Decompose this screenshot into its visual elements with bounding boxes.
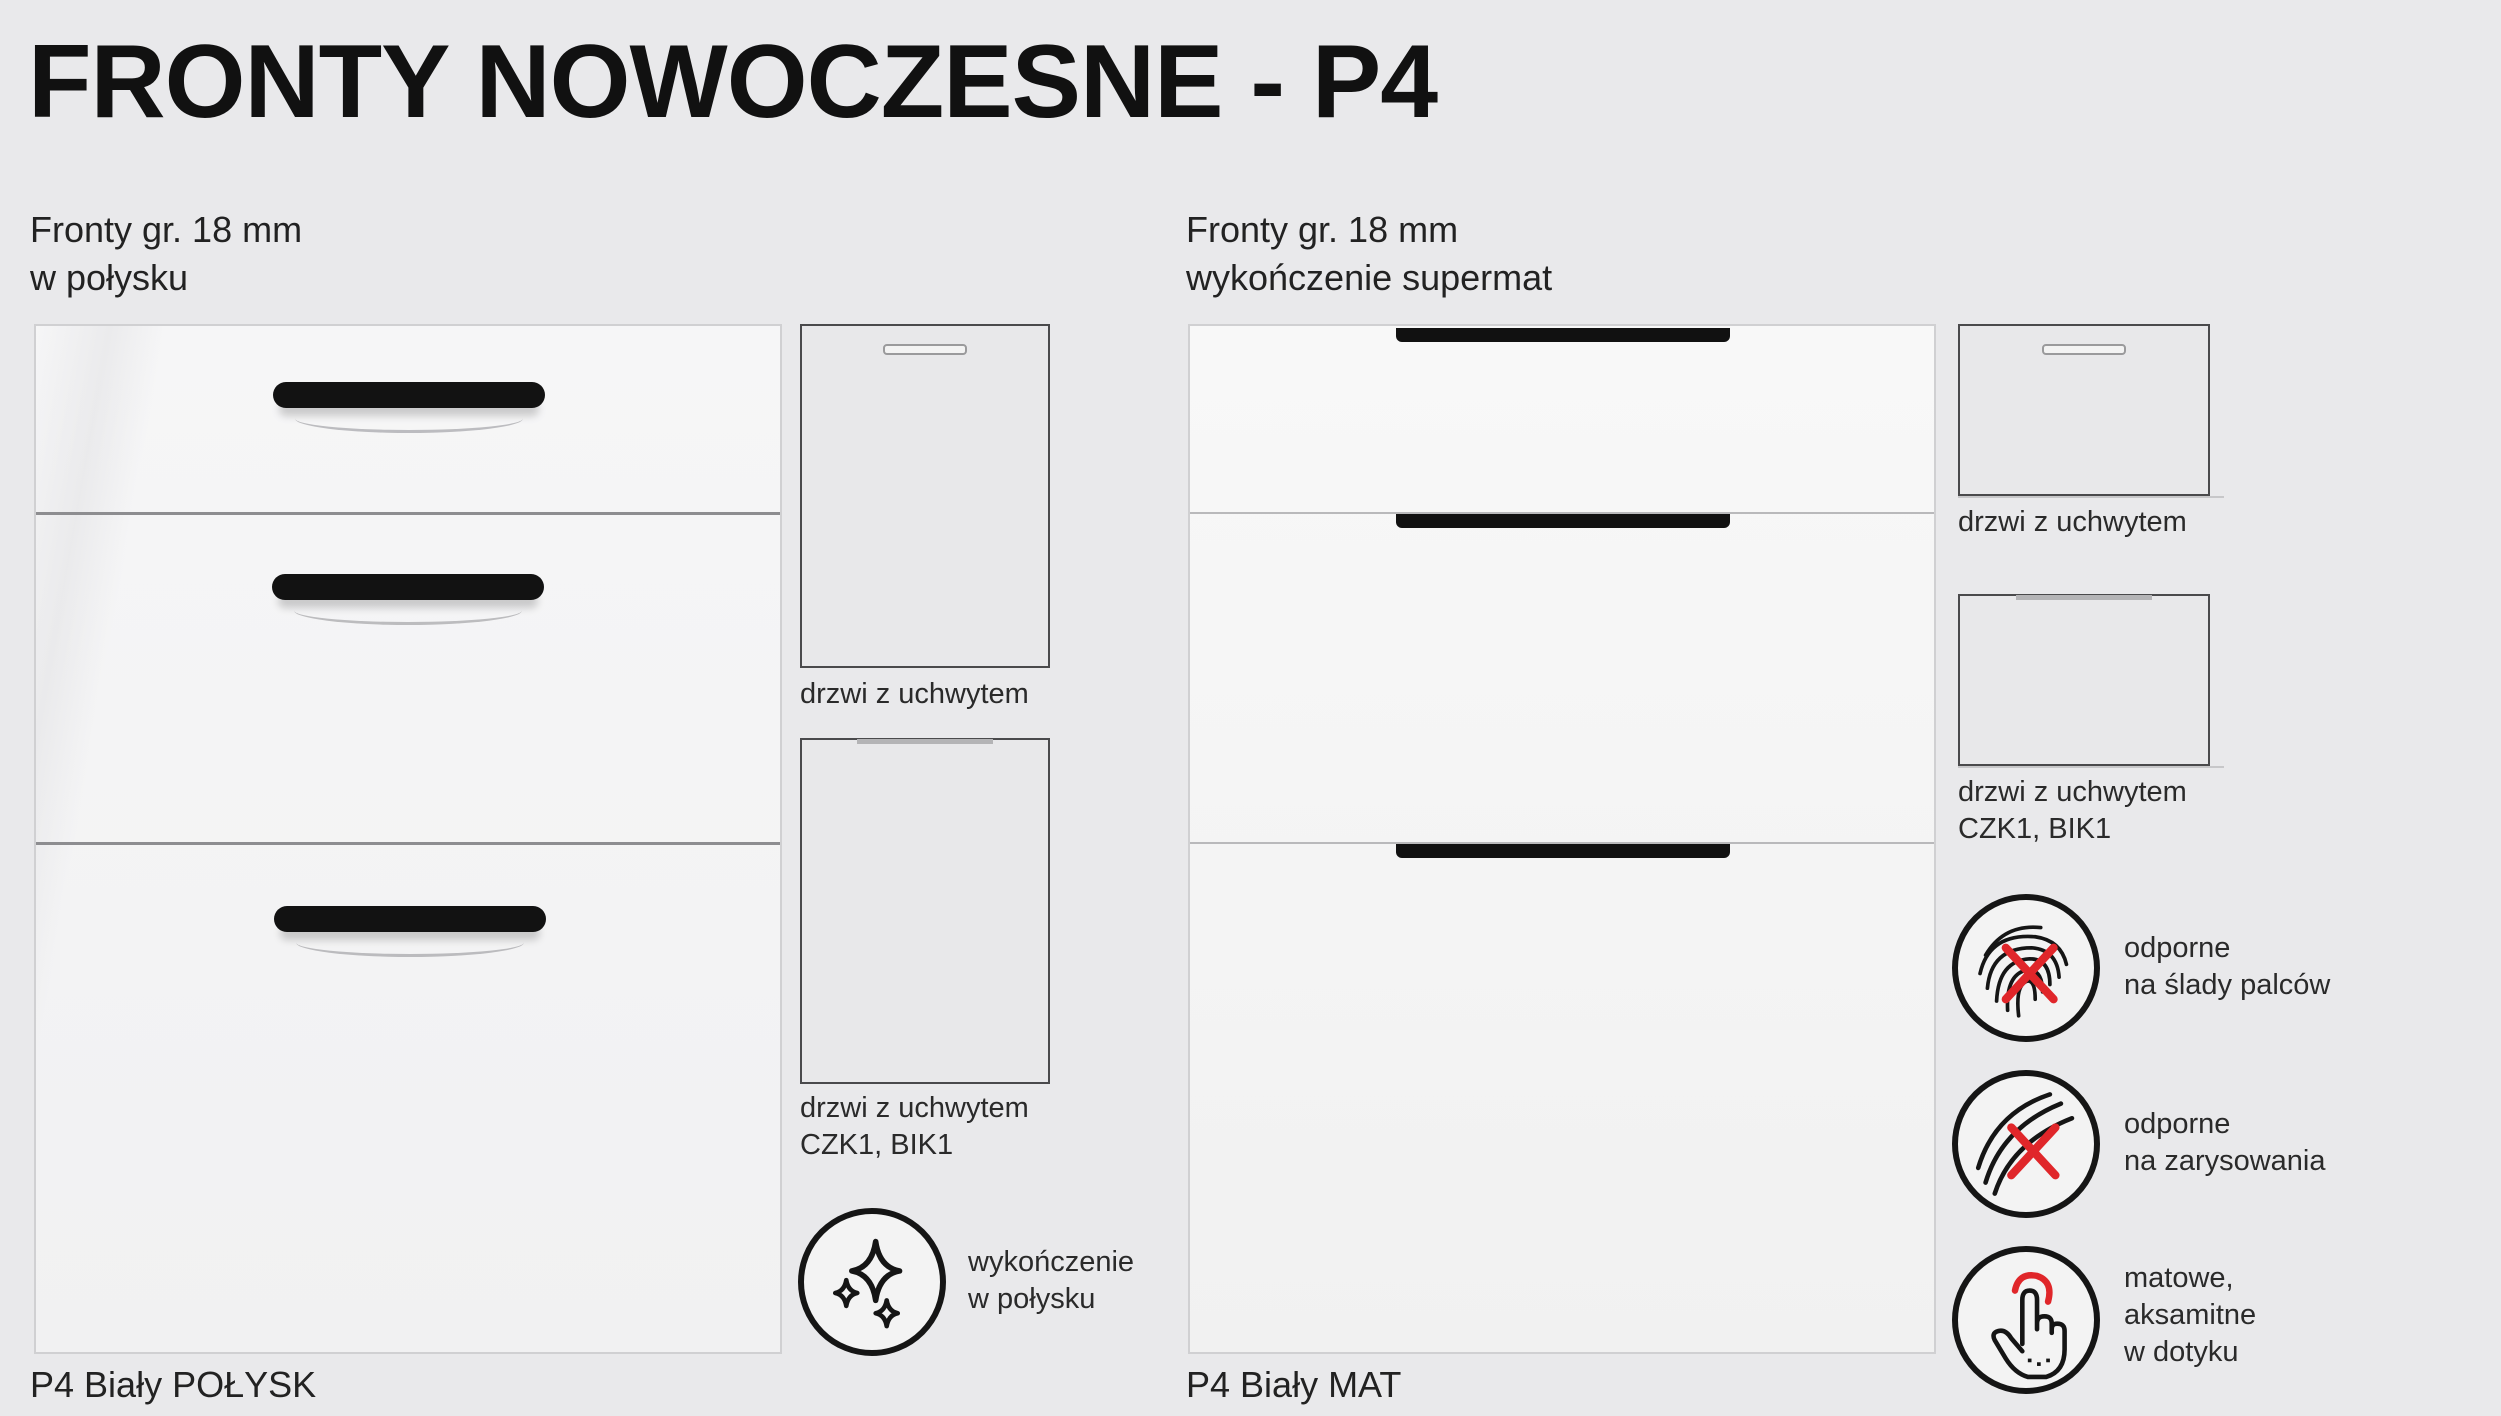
touch-feature-line2: aksamitne	[2124, 1299, 2257, 1331]
flat-handle	[1396, 328, 1730, 342]
gloss-door-groove	[800, 738, 1050, 1084]
page-title: FRONTY NOWOCZESNE - P4	[28, 24, 1438, 140]
door-underline	[1958, 496, 2224, 498]
sparkle-icon	[798, 1208, 946, 1356]
touch-feature-label	[2124, 1260, 2256, 1371]
scratch-icon	[1952, 1070, 2100, 1218]
bow-handle	[273, 382, 545, 408]
gloss-door2-label-line1: drzwi z uchwytem	[800, 1092, 1029, 1124]
scratch-feature-line2: na zarysowania	[2124, 1145, 2326, 1177]
gloss-subtitle-line2: w połysku	[30, 257, 189, 298]
drawer-seam	[36, 512, 780, 515]
drawer-seam	[36, 842, 780, 845]
gloss-door2-label-line2: CZK1, BIK1	[800, 1129, 954, 1161]
gloss-subtitle	[30, 206, 302, 302]
flat-handle	[1396, 514, 1730, 528]
fingerprint-feature-label	[2124, 930, 2330, 1004]
scratch-feature-line1: odporne	[2124, 1108, 2231, 1140]
door-groove	[2016, 595, 2152, 600]
gloss-feature-line2: w połysku	[968, 1283, 1096, 1315]
scratch-feature-label	[2124, 1106, 2326, 1180]
mat-product-name: P4 Biały MAT	[1186, 1364, 1402, 1405]
mat-door-groove	[1958, 594, 2210, 766]
door-handle	[883, 344, 967, 355]
gloss-subtitle-line1: Fronty gr. 18 mm	[30, 209, 303, 250]
touch-feature-line3: w dotyku	[2124, 1336, 2239, 1368]
mat-subtitle-line2: wykończenie supermat	[1186, 257, 1553, 298]
mat-door2-label-line1: drzwi z uchwytem	[1958, 776, 2187, 808]
touch-feature-line1: matowe,	[2124, 1262, 2234, 1294]
door-groove	[857, 739, 993, 744]
bow-handle	[272, 574, 544, 600]
gloss-door2-label	[800, 1090, 1029, 1164]
mat-subtitle-line1: Fronty gr. 18 mm	[1186, 209, 1459, 250]
door-handle	[2042, 344, 2126, 355]
gloss-cabinet-image	[34, 324, 782, 1354]
gloss-feature-label	[968, 1244, 1134, 1318]
gloss-door-with-handle	[800, 324, 1050, 668]
bow-handle	[274, 906, 546, 932]
touch-icon	[1952, 1246, 2100, 1394]
gloss-product-name: P4 Biały POŁYSK	[30, 1364, 317, 1405]
fingerprint-icon	[1952, 894, 2100, 1042]
mat-door-with-handle	[1958, 324, 2210, 496]
mat-door1-label: drzwi z uchwytem	[1958, 506, 2187, 538]
mat-door2-label-line2: CZK1, BIK1	[1958, 813, 2112, 845]
fingerprint-feature-line2: na ślady palców	[2124, 969, 2331, 1001]
gloss-door1-label: drzwi z uchwytem	[800, 678, 1029, 710]
door-underline	[1958, 766, 2224, 768]
gloss-feature-line1: wykończenie	[968, 1246, 1135, 1278]
flat-handle	[1396, 844, 1730, 858]
mat-door2-label	[1958, 774, 2187, 848]
fingerprint-feature-line1: odporne	[2124, 932, 2231, 964]
mat-subtitle	[1186, 206, 1552, 302]
mat-cabinet-image	[1188, 324, 1936, 1354]
